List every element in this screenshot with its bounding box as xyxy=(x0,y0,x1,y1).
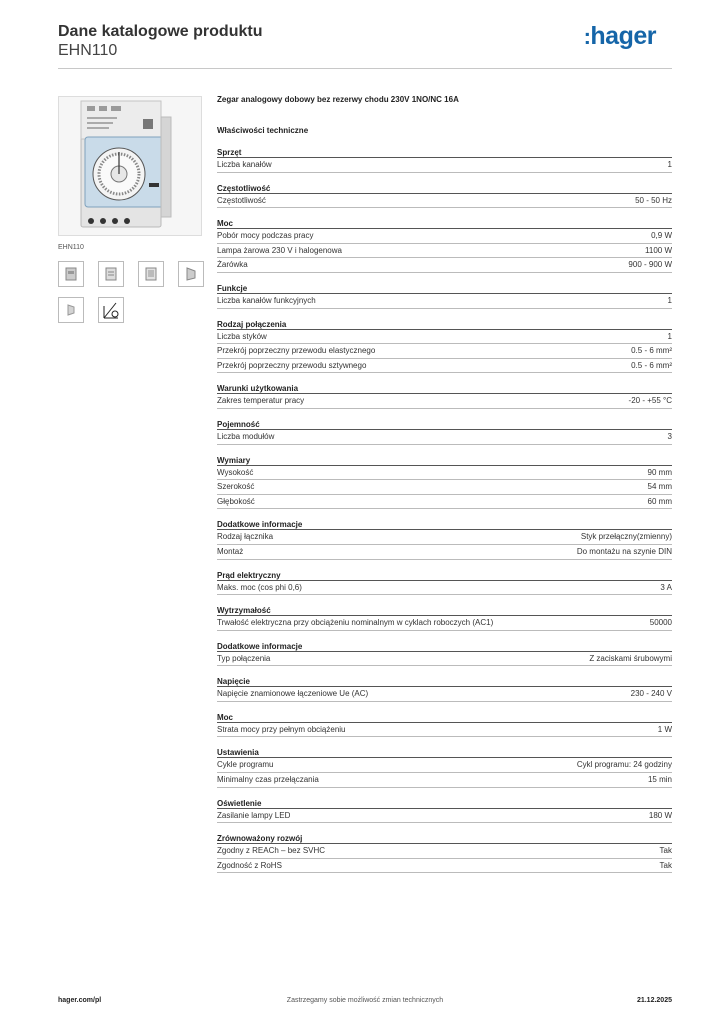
spec-section xyxy=(217,183,672,209)
spec-section xyxy=(217,605,672,631)
product-code: EHN110 xyxy=(58,42,118,59)
spec-row xyxy=(217,652,672,667)
spec-value: 1 xyxy=(667,331,672,341)
spec-label: Częstotliwość xyxy=(217,195,266,205)
spec-section xyxy=(217,455,672,510)
spec-row xyxy=(217,359,672,374)
spec-row xyxy=(217,430,672,445)
spec-row xyxy=(217,258,672,273)
specification-content xyxy=(217,94,672,873)
section-title: Zrównoważony rozwój xyxy=(217,833,672,844)
spec-label: Zakres temperatur pracy xyxy=(217,396,305,406)
spec-section xyxy=(217,641,672,667)
spec-label: Liczba kanałów funkcyjnych xyxy=(217,295,316,305)
spec-value: 230 - 240 V xyxy=(630,689,672,699)
section-title: Częstotliwość xyxy=(217,183,672,194)
spec-value: 1 xyxy=(667,160,672,169)
section-title: Oświetlenie xyxy=(217,798,672,809)
section-title: Prąd elektryczny xyxy=(217,570,672,581)
spec-row xyxy=(217,480,672,495)
spec-section xyxy=(217,833,672,873)
section-title: Wymiary xyxy=(217,455,672,466)
spec-row xyxy=(217,229,672,244)
spec-row xyxy=(217,495,672,510)
terminal-view-icon[interactable] xyxy=(58,297,84,323)
spec-row xyxy=(217,773,672,788)
spec-section xyxy=(217,383,672,409)
spec-label: Napięcie znamionowe łączeniowe Ue (AC) xyxy=(217,689,369,699)
label-view-icon[interactable] xyxy=(138,261,164,287)
spec-value: 3 xyxy=(667,431,672,441)
spec-label: Zgodny z REACh – bez SVHC xyxy=(217,846,326,856)
spec-value: 900 - 900 W xyxy=(628,260,672,270)
spec-label: Liczba kanałów xyxy=(217,160,272,169)
spec-value: 54 mm xyxy=(647,482,672,492)
spec-row xyxy=(217,758,672,773)
spec-row xyxy=(217,330,672,345)
spec-label: Minimalny czas przełączania xyxy=(217,775,319,785)
spec-value: Z zaciskami śrubowymi xyxy=(589,653,672,663)
spec-section xyxy=(217,676,672,702)
spec-row xyxy=(217,244,672,259)
spec-label: Przekrój poprzeczny przewodu elastycznego xyxy=(217,346,376,356)
section-title: Rodzaj połączenia xyxy=(217,319,672,330)
spec-label: Typ połączenia xyxy=(217,653,271,663)
spec-row xyxy=(217,158,672,173)
product-name: Zegar analogowy dobowy bez rezerwy chodu 230V 1NO/NC 16A xyxy=(217,95,459,104)
spec-section xyxy=(217,283,672,309)
section-title: Ustawienia xyxy=(217,747,672,758)
section-title: Moc xyxy=(217,218,672,229)
hager-logo: :hager xyxy=(583,22,656,50)
spec-row xyxy=(217,344,672,359)
spec-row xyxy=(217,394,672,409)
spec-label: Maks. moc (cos phi 0,6) xyxy=(217,582,302,592)
spec-value: 1 W xyxy=(657,724,672,734)
spec-label: Lampa żarowa 230 V i halogenowa xyxy=(217,245,342,255)
spec-value: 3 A xyxy=(660,582,672,592)
wiring-diagram-icon[interactable] xyxy=(58,261,84,287)
spec-row xyxy=(217,194,672,209)
image-caption: EHN110 xyxy=(58,244,84,251)
spec-label: Montaż xyxy=(217,546,244,556)
spec-label: Zgodność z RoHS xyxy=(217,860,282,870)
thumbnail-grid xyxy=(58,261,202,323)
spec-value: Styk przełączny(zmienny) xyxy=(580,532,672,542)
spec-label: Zasilanie lampy LED xyxy=(217,810,291,820)
footer-disclaimer: Zastrzegamy sobie możliwość zmian technicznych xyxy=(286,997,444,1004)
section-title: Warunki użytkowania xyxy=(217,383,672,394)
spec-value: 50000 xyxy=(649,618,672,628)
section-title: Moc xyxy=(217,712,672,723)
spec-label: Liczba styków xyxy=(217,331,267,341)
spec-section xyxy=(217,319,672,374)
spec-value: -20 - +55 °C xyxy=(628,396,672,406)
section-title: Sprzęt xyxy=(217,147,672,158)
spec-row xyxy=(217,844,672,859)
spec-value: 60 mm xyxy=(647,496,672,506)
spec-label: Trwałość elektryczna przy obciążeniu nominalnym w cyklach roboczych (AC1) xyxy=(217,618,494,628)
spec-row xyxy=(217,687,672,702)
spec-value: Tak xyxy=(659,846,672,856)
spec-sections xyxy=(217,147,672,873)
spec-row xyxy=(217,859,672,874)
spec-row xyxy=(217,530,672,545)
spec-value: 0.5 - 6 mm² xyxy=(631,346,672,356)
spec-row xyxy=(217,616,672,631)
spec-label: Cykle programu xyxy=(217,760,274,770)
front-view-icon[interactable] xyxy=(98,261,124,287)
spec-section xyxy=(217,798,672,824)
spec-label: Rodzaj łącznika xyxy=(217,532,274,542)
spec-value: 15 min xyxy=(647,775,672,785)
technical-properties-heading: Właściwości techniczne xyxy=(217,126,309,135)
spec-section xyxy=(217,218,672,273)
left-column xyxy=(58,96,202,323)
side-view-icon[interactable] xyxy=(178,261,204,287)
header-divider xyxy=(58,68,672,69)
spec-value: 180 W xyxy=(648,810,672,820)
product-image xyxy=(58,96,202,236)
spec-label: Strata mocy przy pełnym obciążeniu xyxy=(217,724,346,734)
document-title: Dane katalogowe produktu xyxy=(58,23,263,40)
spec-value: Cykl programu: 24 godziny xyxy=(576,760,672,770)
spec-value: 0,9 W xyxy=(651,231,672,241)
spec-label: Przekrój poprzeczny przewodu sztywnego xyxy=(217,360,367,370)
spec-row xyxy=(217,581,672,596)
spec-row xyxy=(217,545,672,560)
spec-row xyxy=(217,809,672,824)
spec-section xyxy=(217,747,672,787)
spec-value: 90 mm xyxy=(647,467,672,477)
spec-value: 0.5 - 6 mm² xyxy=(631,360,672,370)
spec-value: Do montażu na szynie DIN xyxy=(576,546,672,556)
logo-text: hager xyxy=(590,22,656,50)
spec-value: 1 xyxy=(667,295,672,305)
spec-label: Liczba modułów xyxy=(217,431,275,441)
spec-row xyxy=(217,466,672,481)
footer-date: 21.12.2025 xyxy=(636,997,672,1004)
spec-section xyxy=(217,519,672,559)
spec-section xyxy=(217,712,672,738)
section-title: Funkcje xyxy=(217,283,672,294)
spec-value: 1100 W xyxy=(645,245,672,255)
spec-value: 50 - 50 Hz xyxy=(635,195,672,205)
spec-label: Żarówka xyxy=(217,260,248,270)
spec-row xyxy=(217,294,672,309)
spec-row xyxy=(217,723,672,738)
page-header xyxy=(58,22,672,70)
section-title: Wytrzymałość xyxy=(217,605,672,616)
spec-section xyxy=(217,419,672,445)
spec-section xyxy=(217,570,672,596)
spec-value: Tak xyxy=(659,860,672,870)
spec-label: Głębokość xyxy=(217,496,255,506)
spec-section xyxy=(217,147,672,173)
section-title: Dodatkowe informacje xyxy=(217,519,672,530)
page-footer xyxy=(58,997,672,1011)
spec-label: Wysokość xyxy=(217,467,254,477)
footer-website[interactable]: hager.com/pl xyxy=(58,997,102,1004)
section-title: Dodatkowe informacje xyxy=(217,641,672,652)
schematic-icon[interactable] xyxy=(98,297,124,323)
spec-label: Pobór mocy podczas pracy xyxy=(217,231,314,241)
section-title: Napięcie xyxy=(217,676,672,687)
spec-label: Szerokość xyxy=(217,482,255,492)
section-title: Pojemność xyxy=(217,419,672,430)
